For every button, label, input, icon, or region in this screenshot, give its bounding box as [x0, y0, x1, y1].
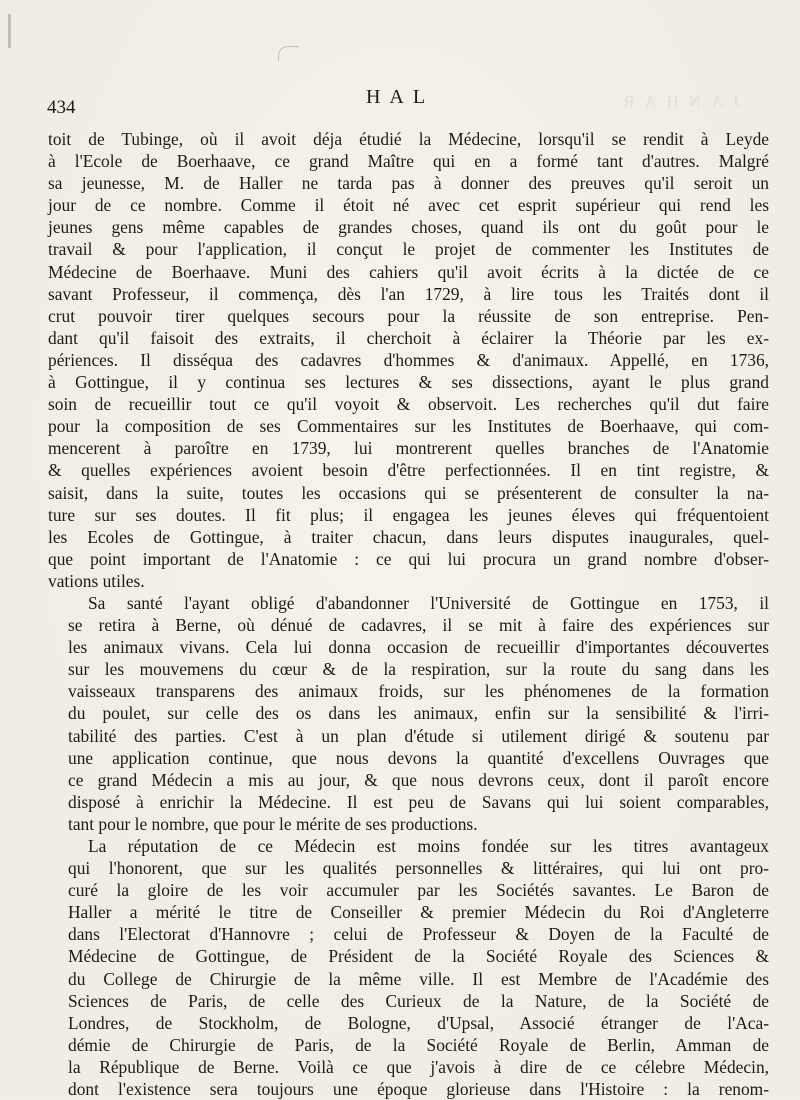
text-line: tant pour le nombre, que pour le mérite de ses productions. [68, 813, 478, 834]
text-line: périences. Il disséqua des cadavres d'hommes & d'animaux. Appellé, en 1736, [48, 349, 769, 370]
paragraph-3 [48, 835, 769, 1100]
text-line: ce grand Médecin a mis au jour, & que nous devrons ceux, dont il paroît encore [68, 769, 769, 790]
text-line: démie de Chirurgie de Paris, de la Société Royale de Berlin, Amman de [68, 1034, 769, 1055]
text-line: sa jeunesse, M. de Haller ne tarda pas à donner des preuves qu'il seroit un [48, 173, 769, 194]
text-line: dont l'existence sera toujours une époque glorieuse dans l'Histoire : la renom- [68, 1079, 769, 1100]
text-line: pour la composition de ses Commentaires sur les Institutes de Boerhaave, qui com- [48, 416, 769, 437]
text-line: à l'Ecole de Boerhaave, ce grand Maître qui en a formé tant d'autres. Malgré [48, 151, 769, 172]
page-edge-mark [8, 14, 11, 48]
text-line: disposé à enrichir la Médecine. Il est peu de Savans qui lui soient comparables, [68, 791, 769, 812]
paragraph-1 [48, 128, 769, 592]
text-line: Sa santé l'ayant obligé d'abandonner l'Université de Gottingue en 1753, il [88, 592, 769, 613]
text-line: La réputation de ce Médecin est moins fondée sur les titres avantageux [88, 836, 769, 856]
text-line: curé la gloire de les voir accumuler par les Sociétés savantes. Le Baron de [68, 880, 769, 901]
text-line: du College de Chirurgie de la même ville. Il est Membre de l'Académie des [68, 968, 769, 989]
text-line: qui l'honorent, que sur les qualités personnelles & littéraires, qui lui ont pro- [68, 858, 769, 879]
text-line: du poulet, sur celle des os dans les animaux, enfin sur la sensibilité & l'irri- [68, 703, 769, 724]
text-line: la République de Berne. Voilà ce que j'avois à dire de ce célebre Médecin, [68, 1056, 769, 1077]
text-line: Médecine de Gottingue, de Président de la Société Royale des Sciences & [68, 946, 769, 967]
text-line: tabilité des parties. C'est à un plan d'étude si utilement dirigé & soutenu par [68, 725, 769, 746]
text-line: Médecine de Boerhaave. Muni des cahiers qu'il avoit écrits à la dictée de ce [48, 261, 769, 282]
text-line: crut pouvoir tirer quelques secours pour la réussite de son entreprise. Pen- [48, 305, 769, 326]
text-line: & quelles expériences avoient besoin d'être perfectionnées. Il en tint registre, & [48, 460, 769, 481]
text-line: mencerent à paroître en 1739, lui montrerent quelles branches de l'Anatomie [48, 438, 769, 459]
text-line: sur les mouvemens du cœur & de la respiration, sur la route du sang dans les [68, 659, 769, 680]
text-line: les animaux vivans. Cela lui donna occasion de recueillir d'importantes découvertes [68, 637, 769, 658]
text-line: une application continue, que nous devons la quantité d'excellens Ouvrages que [68, 747, 769, 768]
text-line: saisit, dans la suite, toutes les occasions qui se présenterent de consulter la na- [48, 482, 769, 503]
text-line: soin de recueillir tout ce qu'il voyoit & observoit. Les recherches qu'il dut faire [48, 394, 769, 415]
text-line: ture sur ses doutes. Il fit plus; il engagea les jeunes éleves qui fréquentoient [48, 504, 769, 525]
text-line: vaisseaux transparens des animaux froids, sur les phénomenes de la formation [68, 681, 769, 702]
running-head: HAL [365, 86, 435, 108]
text-line: Haller a mérité le titre de Conseiller & premier Médecin du Roi d'Angleterre [68, 902, 769, 923]
text-line: toit de Tubinge, où il avoit déja étudié la Médecine, lorsqu'il se rendit à Leyde [48, 129, 769, 149]
text-line: vations utiles. [48, 570, 145, 591]
body-text [48, 128, 769, 1100]
page-number: 434 [47, 97, 76, 118]
text-line: que point important de l'Anatomie : ce qui lui procura un grand nombre d'obser- [48, 548, 769, 569]
text-line: jour de ce nombre. Comme il étoit né avec cet esprit supérieur qui rend les [48, 195, 769, 216]
text-line: se retira à Berne, où dénué de cadavres, il se mit à faire des expériences sur [68, 615, 769, 636]
text-line: Londres, de Stockholm, de Bologne, d'Upsal, Associé étranger de l'Aca- [68, 1012, 769, 1033]
text-line: travail & pour l'application, il conçut le projet de commenter les Institutes de [48, 239, 769, 260]
paragraph-2 [48, 592, 769, 835]
text-line: dans l'Electorat d'Hannovre ; celui de Professeur & Doyen de la Faculté de [68, 924, 769, 945]
text-line: jeunes gens même capables de grandes choses, quand ils ont du goût pour le [48, 217, 769, 238]
text-line: savant Professeur, il commença, dès l'an 1729, à lire tous les Traités dont il [48, 283, 769, 304]
bleed-through-text: JANHAR [612, 92, 740, 111]
text-line: dant qu'il faisoit des extraits, il cherchoit à éclairer la Théorie par les ex- [48, 327, 769, 348]
ink-mark [278, 46, 299, 61]
text-line: à Gottingue, il y continua ses lectures & ses dissections, ayant le plus grand [48, 372, 769, 393]
text-line: les Ecoles de Gottingue, à traiter chacun, dans leurs disputes inaugurales, quel- [48, 526, 769, 547]
text-line: Sciences de Paris, de celle des Curieux de la Nature, de la Société de [68, 990, 769, 1011]
